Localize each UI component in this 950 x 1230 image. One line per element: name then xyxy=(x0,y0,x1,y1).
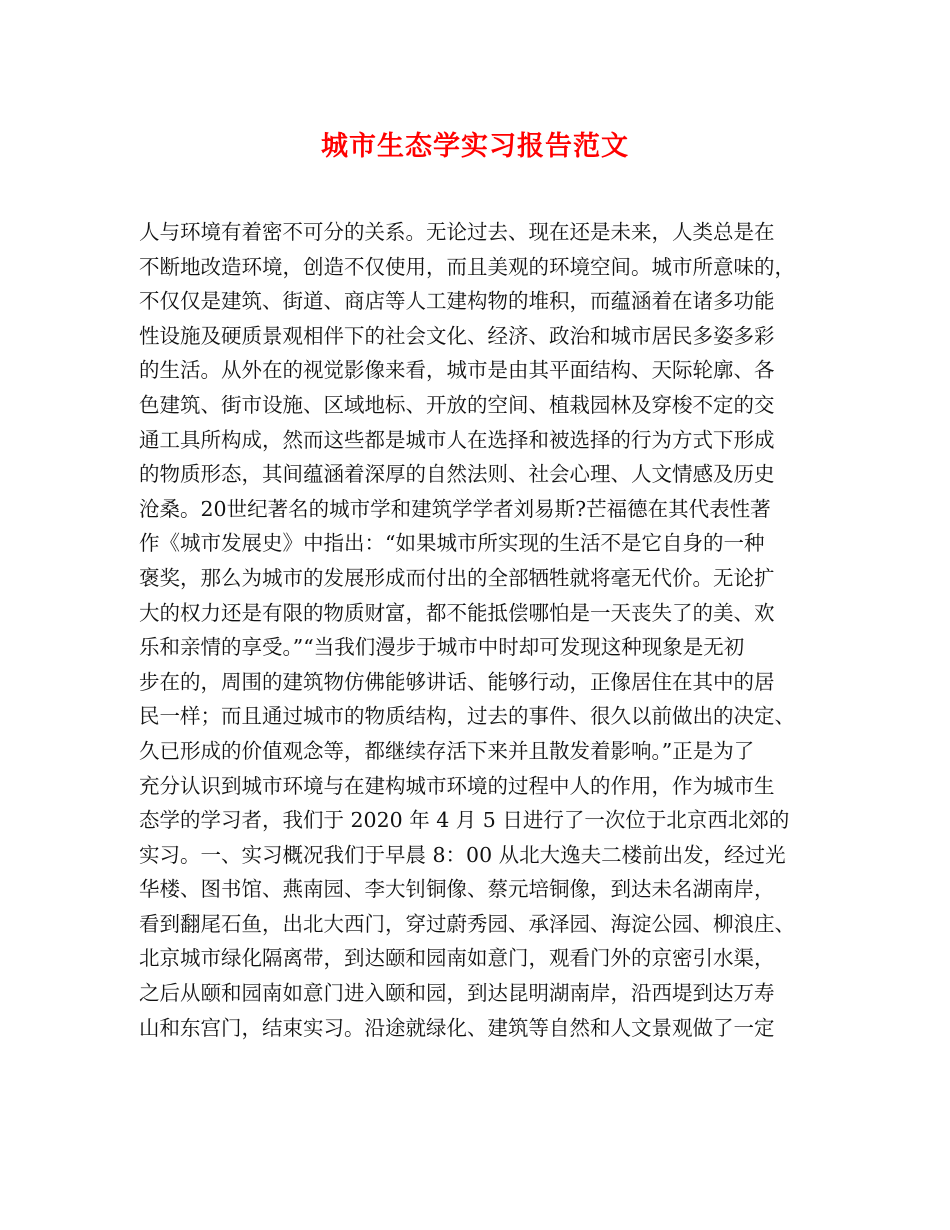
paragraph-line: 人与环境有着密不可分的关系。无论过去、现在还是未来，人类总是在 xyxy=(139,220,775,244)
paragraph-line: 充分认识到城市环境与在建构城市环境的过程中人的作用，作为城市生 xyxy=(139,773,775,798)
paragraph-line: 态学的学习者，我们于 2020 年 4 月 5 日进行了一次位于北京西北郊的 xyxy=(139,808,790,833)
paragraph-line: 褒奖，那么为城市的发展形成而付出的全部牺牲就将毫无代价。无论扩 xyxy=(139,565,775,590)
paragraph-line: 北京城市绿化隔离带，到达颐和园南如意门，观看门外的京密引水渠， xyxy=(139,946,775,971)
paragraph-line: 不断地改造环境，创造不仅使用，而且美观的环境空间。城市所意味的， xyxy=(139,254,795,279)
paragraph-line: 看到翻尾石鱼，出北大西门，穿过蔚秀园、承泽园、海淀公园、柳浪庄、 xyxy=(139,911,795,936)
paragraph-line: 色建筑、街市设施、区域地标、开放的空间、植栽园林及穿梭不定的交 xyxy=(139,392,775,417)
paragraph-line: 不仅仅是建筑、街道、商店等人工建构物的堆积，而蕴涵着在诸多功能 xyxy=(139,289,775,314)
body-paragraph xyxy=(139,215,829,1045)
paragraph-line: 之后从颐和园南如意门进入颐和园，到达昆明湖南岸，沿西堤到达万寿 xyxy=(139,981,775,1006)
paragraph-line: 久已形成的价值观念等，都继续存活下来并且散发着影响。”正是为了 xyxy=(139,738,755,763)
paragraph-line: 通工具所构成，然而这些都是城市人在选择和被选择的行为方式下形成 xyxy=(139,427,775,452)
paragraph-line: 性设施及硬质景观相伴下的社会文化、经济、政治和城市居民多姿多彩 xyxy=(139,323,775,348)
paragraph-line: 实习。一、实习概况我们于早晨 8：00 从北大逸夫二楼前出发，经过光 xyxy=(139,842,786,867)
paragraph-line: 步在的，周围的建筑物仿佛能够讲话、能够行动，正像居住在其中的居 xyxy=(139,669,775,694)
paragraph-line: 华楼、图书馆、燕南园、李大钊铜像、蔡元培铜像，到达未名湖南岸， xyxy=(139,877,775,902)
paragraph-line: 乐和亲情的享受。”“当我们漫步于城市中时却可发现这种现象是无初 xyxy=(139,635,745,660)
document-title: 城市生态学实习报告范文 xyxy=(321,131,629,162)
paragraph-line: 大的权力还是有限的物质财富，都不能抵偿哪怕是一天丧失了的美、欢 xyxy=(139,600,775,625)
paragraph-line: 的物质形态，其间蕴涵着深厚的自然法则、社会心理、人文情感及历史 xyxy=(139,462,775,487)
paragraph-line: 的生活。从外在的视觉影像来看，城市是由其平面结构、天际轮廓、各 xyxy=(139,358,775,383)
paragraph-line: 作《城市发展史》中指出：“如果城市所实现的生活不是它自身的一种 xyxy=(139,531,765,556)
paragraph-line: 山和东宫门，结束实习。沿途就绿化、建筑等自然和人文景观做了一定 xyxy=(139,1015,775,1040)
paragraph-line: 民一样；而且通过城市的物质结构，过去的事件、很久以前做出的决定、 xyxy=(139,704,795,729)
paragraph-line: 沧桑。20世纪著名的城市学和建筑学学者刘易斯?芒福德在其代表性著 xyxy=(139,496,771,521)
